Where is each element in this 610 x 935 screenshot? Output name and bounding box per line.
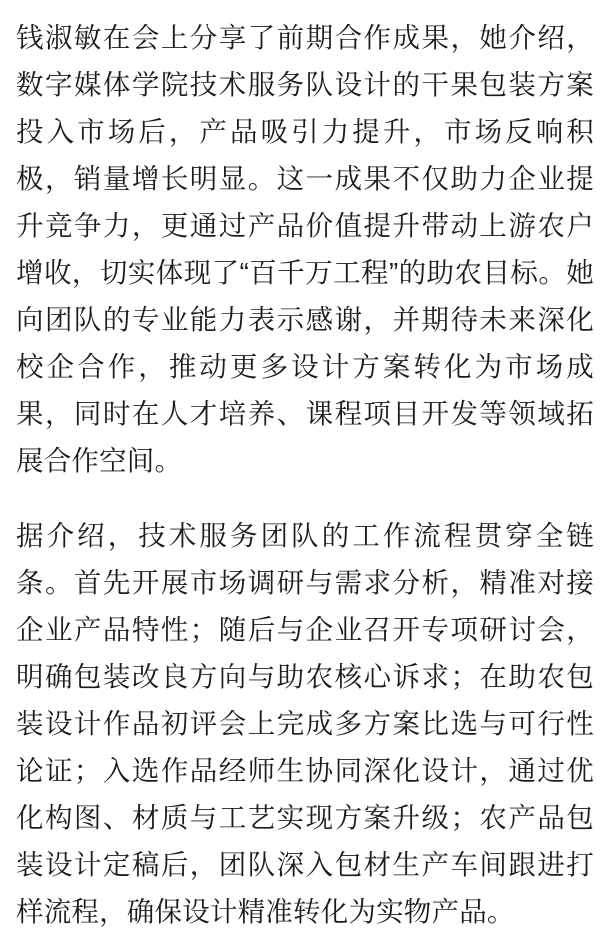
article-paragraph-2: 据介绍，技术服务团队的工作流程贯穿全链条。首先开展市场调研与需求分析，精准对接企业产品特性；随后与企业召开专项研讨会，明确包装改良方向与助农核心诉求；在助农包装设计作品初评会上完成多方案比选与可行性论证；入选作品经师生协同深化设计，通过优化构图、材质与工艺实现方案升级；农产品包装设计定稿后，团队深入包材生产车间跟进打样流程，确保设计精准转化为实物产品。 xyxy=(16,520,594,927)
article-paragraph-1: 钱淑敏在会上分享了前期合作成果，她介绍，数字媒体学院技术服务队设计的干果包装方案投入市场后，产品吸引力提升，市场反响积极，销量增长明显。这一成果不仅助力企业提升竞争力，更通过产品价值提升带动上游农户增收，切实体现了“百千万工程”的助农目标。她向团队的专业能力表示感谢，并期待未来深化校企合作，推动更多设计方案转化为市场成果，同时在人才培养、课程项目开发等领域拓展合作空间。 xyxy=(16,22,594,476)
